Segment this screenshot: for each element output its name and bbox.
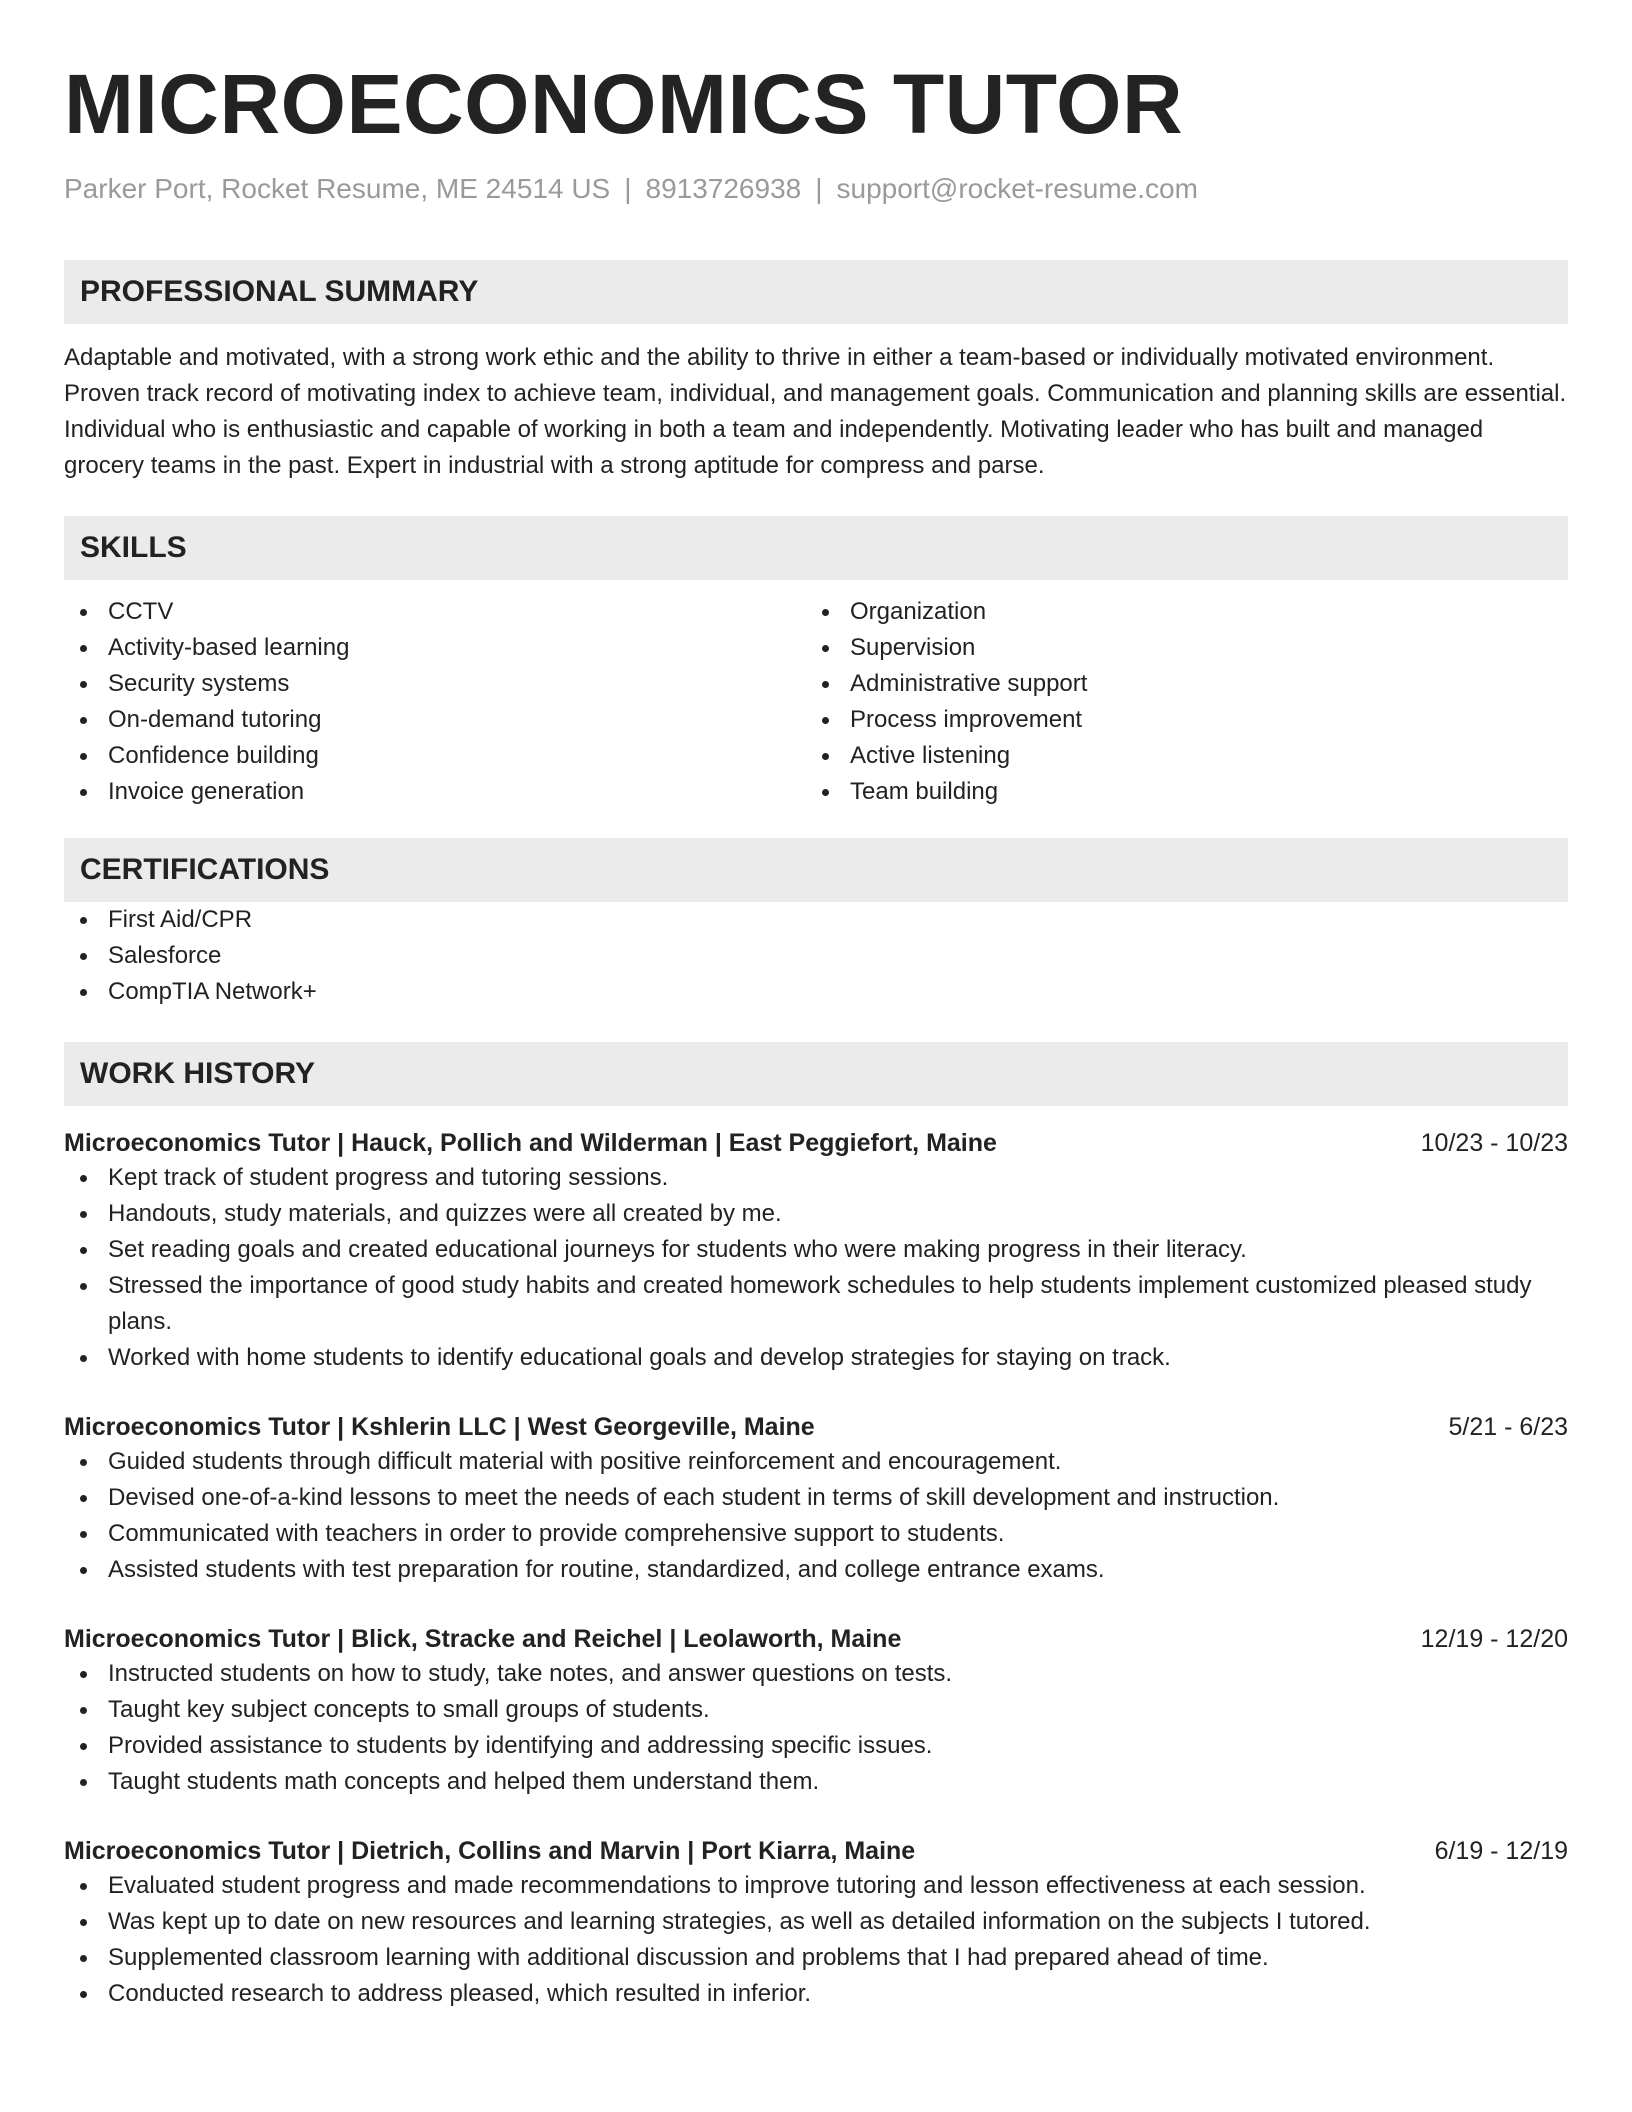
job-dates: 6/19 - 12/19 <box>1434 1837 1568 1865</box>
job-bullet: Kept track of student progress and tutoring sessions. <box>64 1160 1568 1196</box>
job-bullet: Instructed students on how to study, take notes, and answer questions on tests. <box>64 1656 1568 1692</box>
job-bullet-list <box>64 1656 1568 1800</box>
job-bullet: Evaluated student progress and made recommendations to improve tutoring and lesson effectiveness at each session. <box>64 1868 1568 1904</box>
job-title: Microeconomics Tutor | Hauck, Pollich and Wilderman | East Peggiefort, Maine <box>64 1129 997 1157</box>
job-bullet: Guided students through difficult material with positive reinforcement and encouragement. <box>64 1444 1568 1480</box>
certification-item: CompTIA Network+ <box>64 974 1568 1010</box>
skill-item: Team building <box>806 774 1548 810</box>
job-title: Microeconomics Tutor | Dietrich, Collins and Marvin | Port Kiarra, Maine <box>64 1837 916 1865</box>
contact-email[interactable]: support@rocket-resume.com <box>836 173 1198 204</box>
certification-item: First Aid/CPR <box>64 902 1568 938</box>
job-bullet-list <box>64 1868 1568 2012</box>
job-title: Microeconomics Tutor | Kshlerin LLC | West Georgeville, Maine <box>64 1413 815 1441</box>
skills-columns <box>64 594 1568 810</box>
skills-list-right <box>806 594 1548 810</box>
job-header <box>64 1126 1568 1160</box>
skill-item: On-demand tutoring <box>64 702 806 738</box>
skill-item: Security systems <box>64 666 806 702</box>
certifications-list <box>64 902 1568 1010</box>
resume-content <box>64 0 1568 2012</box>
job-dates: 12/19 - 12/20 <box>1420 1625 1568 1653</box>
skill-item: Supervision <box>806 630 1548 666</box>
job-bullet: Worked with home students to identify educational goals and develop strategies for staying on track. <box>64 1340 1568 1376</box>
job-header <box>64 1834 1568 1868</box>
job-bullet-list <box>64 1160 1568 1376</box>
skill-item: Active listening <box>806 738 1548 774</box>
job-bullet: Communicated with teachers in order to provide comprehensive support to students. <box>64 1516 1568 1552</box>
job-bullet: Conducted research to address pleased, which resulted in inferior. <box>64 1976 1568 2012</box>
job-bullet: Provided assistance to students by identifying and addressing specific issues. <box>64 1728 1568 1764</box>
section-heading-certifications: CERTIFICATIONS <box>64 838 1568 902</box>
skill-item: Invoice generation <box>64 774 806 810</box>
skill-item: Activity-based learning <box>64 630 806 666</box>
resume-name: MICROECONOMICS TUTOR <box>64 57 1184 151</box>
skill-item: Confidence building <box>64 738 806 774</box>
skills-list-left <box>64 594 806 810</box>
job-entry <box>64 1622 1568 1800</box>
job-bullet: Taught key subject concepts to small groups of students. <box>64 1692 1568 1728</box>
summary-text: Adaptable and motivated, with a strong work ethic and the ability to thrive in either a team-based or individually motivated environment. Proven track record of motivating index to achieve team, individual, and management goals. Communication and planning skills are essential. Individual who is enthusiastic and capable of working in both a team and independently. Motivating leader who has built and managed grocery teams in the past. Expert in industrial with a strong aptitude for compress and parse. <box>64 344 1567 479</box>
contact-address: Parker Port, Rocket Resume, ME 24514 US <box>64 173 611 204</box>
job-bullet: Devised one-of-a-kind lessons to meet the needs of each student in terms of skill development and instruction. <box>64 1480 1568 1516</box>
job-bullet: Was kept up to date on new resources and learning strategies, as well as detailed information on the subjects I tutored. <box>64 1904 1568 1940</box>
skill-item: CCTV <box>64 594 806 630</box>
job-title: Microeconomics Tutor | Blick, Stracke and Reichel | Leolaworth, Maine <box>64 1625 902 1653</box>
job-header <box>64 1410 1568 1444</box>
section-heading-skills: SKILLS <box>64 516 1568 580</box>
job-bullet: Set reading goals and created educational journeys for students who were making progress in their literacy. <box>64 1232 1568 1268</box>
job-bullet: Supplemented classroom learning with additional discussion and problems that I had prepared ahead of time. <box>64 1940 1568 1976</box>
job-bullet-list <box>64 1444 1568 1588</box>
contact-separator: | <box>815 173 823 204</box>
job-bullet: Taught students math concepts and helped them understand them. <box>64 1764 1568 1800</box>
job-bullet: Stressed the importance of good study habits and created homework schedules to help students implement customized pleased study plans. <box>64 1268 1568 1340</box>
section-heading-work-history: WORK HISTORY <box>64 1042 1568 1106</box>
contact-separator: | <box>624 173 632 204</box>
job-bullet: Handouts, study materials, and quizzes were all created by me. <box>64 1196 1568 1232</box>
job-entry <box>64 1126 1568 1376</box>
job-bullet: Assisted students with test preparation for routine, standardized, and college entrance exams. <box>64 1552 1568 1588</box>
contact-phone: 8913726938 <box>645 173 802 204</box>
job-dates: 5/21 - 6/23 <box>1448 1413 1568 1441</box>
job-header <box>64 1622 1568 1656</box>
skill-item: Administrative support <box>806 666 1548 702</box>
certification-item: Salesforce <box>64 938 1568 974</box>
section-heading-summary: PROFESSIONAL SUMMARY <box>64 260 1568 324</box>
job-dates: 10/23 - 10/23 <box>1420 1129 1568 1157</box>
job-entry <box>64 1410 1568 1588</box>
skill-item: Process improvement <box>806 702 1548 738</box>
job-entry <box>64 1834 1568 2012</box>
contact-line <box>64 172 1568 206</box>
skill-item: Organization <box>806 594 1548 630</box>
